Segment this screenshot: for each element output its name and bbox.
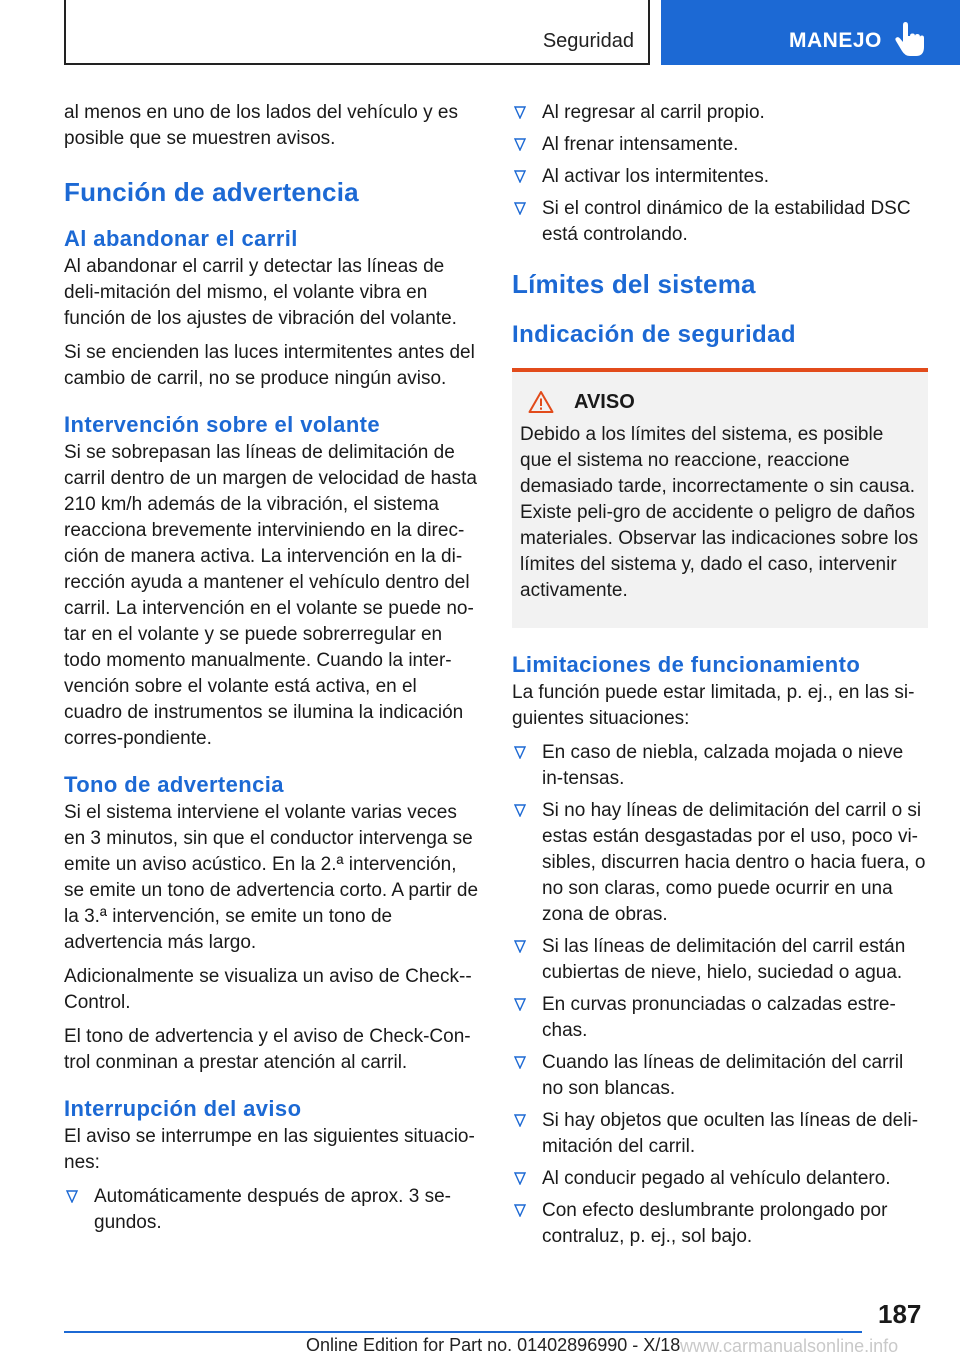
warning-box xyxy=(512,368,928,628)
bullet-triangle-icon xyxy=(514,1204,526,1217)
warning-label: AVISO xyxy=(574,390,635,413)
right-column xyxy=(512,100,928,1256)
paragraph-tono-2: Adicionalmente se visualiza un aviso de Check--Control. xyxy=(64,966,472,1013)
footer-edition: Online Edition for Part no. 01402896990 - X/18 xyxy=(306,1335,681,1355)
bullet-triangle-icon xyxy=(514,106,526,119)
bullet-triangle-icon xyxy=(514,804,526,817)
paragraph-limitaciones: La función puede estar limitada, p. ej., en las si-guientes situaciones: xyxy=(512,682,915,729)
limitaciones-list xyxy=(512,740,928,1250)
heading-indicacion-de-seguridad: Indicación de seguridad xyxy=(512,321,796,348)
bullet-triangle-icon xyxy=(514,202,526,215)
list-item xyxy=(512,992,928,1044)
list-item-text: En caso de niebla, calzada mojada o nieve in-tensas. xyxy=(542,742,904,789)
list-item xyxy=(512,1108,928,1160)
bullet-triangle-icon xyxy=(66,1190,78,1203)
bullet-triangle-icon xyxy=(514,138,526,151)
warning-title xyxy=(528,390,920,414)
paragraph-interrupcion: El aviso se interrumpe en las siguientes situacio-nes: xyxy=(64,1126,475,1173)
hand-pointer-icon xyxy=(894,22,924,56)
list-item xyxy=(512,1166,928,1192)
paragraph-abandonar-2: Si se encienden las luces intermitentes antes del cambio de carril, no se produce ningún aviso. xyxy=(64,342,475,389)
list-item-text: Si el control dinámico de la estabilidad DSC está controlando. xyxy=(542,198,911,245)
bullet-triangle-icon xyxy=(514,1172,526,1185)
chapter-label: MANEJO xyxy=(789,29,882,52)
list-item-text: Automáticamente después de aprox. 3 se-gundos. xyxy=(94,1186,451,1233)
list-item xyxy=(64,1184,480,1236)
left-column xyxy=(64,100,480,1242)
header-section-box xyxy=(64,0,650,65)
footer-watermark: www.carmanualsonline.info xyxy=(680,1336,899,1356)
list-item xyxy=(512,934,928,986)
page-number: 187 xyxy=(878,1299,922,1329)
list-item-text: En curvas pronunciadas o calzadas estre-chas. xyxy=(542,994,896,1041)
list-item xyxy=(512,164,928,190)
heading-interrupcion-del-aviso: Interrupción del aviso xyxy=(64,1096,302,1121)
heading-tono-de-advertencia: Tono de advertencia xyxy=(64,772,284,797)
list-item-text: Con efecto deslumbrante prolongado por contraluz, p. ej., sol bajo. xyxy=(542,1200,888,1247)
list-item xyxy=(512,1198,928,1250)
section-title: Seguridad xyxy=(542,30,634,52)
list-item-text: Cuando las líneas de delimitación del carril no son blancas. xyxy=(542,1052,904,1099)
list-item xyxy=(512,798,928,928)
list-item-text: Al conducir pegado al vehículo delantero. xyxy=(542,1168,891,1189)
list-item-text: Si no hay líneas de delimitación del carril o si estas están desgastadas por el uso, poco vi-sibles, discurren hacia dentro o hacia fuera, o no son claras, como puede ocurrir en una zona de obras. xyxy=(542,800,926,925)
bullet-triangle-icon xyxy=(514,1056,526,1069)
list-item xyxy=(512,100,928,126)
interrupcion-list-right xyxy=(512,100,928,248)
list-item xyxy=(512,1050,928,1102)
heading-al-abandonar-el-carril: Al abandonar el carril xyxy=(64,226,298,251)
list-item-text: Al frenar intensamente. xyxy=(542,134,739,155)
list-item xyxy=(512,132,928,158)
heading-limitaciones-de-funcionamiento: Limitaciones de funcionamiento xyxy=(512,652,861,677)
bullet-triangle-icon xyxy=(514,746,526,759)
bullet-triangle-icon xyxy=(514,998,526,1011)
heading-funcion-de-advertencia: Función de advertencia xyxy=(64,177,359,207)
footer-rule xyxy=(64,1331,862,1333)
heading-intervencion-volante: Intervención sobre el volante xyxy=(64,412,381,437)
paragraph-intervencion: Si se sobrepasan las líneas de delimitación de carril dentro de un margen de velocidad de hasta 210 km/h además de la vibración, el sistema reacciona brevemente interviniendo en la direc-ción de manera activa. La intervención en la di-rección ayuda a mantener el vehículo dentro del carril. La intervención en el volante se puede no-tar en el volante y se puede sobrerregular en todo momento manualmente. Cuando la inter-vención sobre el volante está activa, en el cuadro de instrumentos se ilumina la indicación corres-pondiente. xyxy=(64,442,477,749)
list-item-text: Si las líneas de delimitación del carril están cubiertas de nieve, hielo, suciedad o agua. xyxy=(542,936,906,983)
chapter-tab[interactable] xyxy=(661,0,960,65)
bullet-triangle-icon xyxy=(514,940,526,953)
list-item xyxy=(512,196,928,248)
bullet-triangle-icon xyxy=(514,170,526,183)
warning-triangle-icon xyxy=(528,390,554,414)
list-item xyxy=(512,740,928,792)
interrupcion-list-left xyxy=(64,1184,480,1236)
intro-paragraph: al menos en uno de los lados del vehículo y es posible que se muestren avisos. xyxy=(64,102,458,149)
list-item-text: Al activar los intermitentes. xyxy=(542,166,770,187)
heading-limites-del-sistema: Límites del sistema xyxy=(512,269,756,299)
list-item-text: Si hay objetos que oculten las líneas de deli-mitación del carril. xyxy=(542,1110,919,1157)
warning-text: Debido a los límites del sistema, es posible que el sistema no reaccione, reaccione demasiado tarde, incorrectamente o sin causa. Existe peli-gro de accidente o peligro de daños materiales. Observar las indicaciones sobre los límites del sistema y, dado el caso, intervenir activamente. xyxy=(520,424,919,601)
list-item-text: Al regresar al carril propio. xyxy=(542,102,765,123)
paragraph-tono-3: El tono de advertencia y el aviso de Check-Con-trol conminan a prestar atención al carril. xyxy=(64,1026,471,1073)
paragraph-tono-1: Si el sistema interviene el volante varias veces en 3 minutos, sin que el conductor intervenga se emite un aviso acústico. En la 2.ª intervención, se emite un tono de advertencia corto. A partir de la 3.ª intervención, se emite un tono de advertencia más largo. xyxy=(64,802,479,953)
paragraph-abandonar-1: Al abandonar el carril y detectar las líneas de deli-mitación del mismo, el volante vibra en función de los ajustes de vibración del volante. xyxy=(64,256,457,329)
bullet-triangle-icon xyxy=(514,1114,526,1127)
